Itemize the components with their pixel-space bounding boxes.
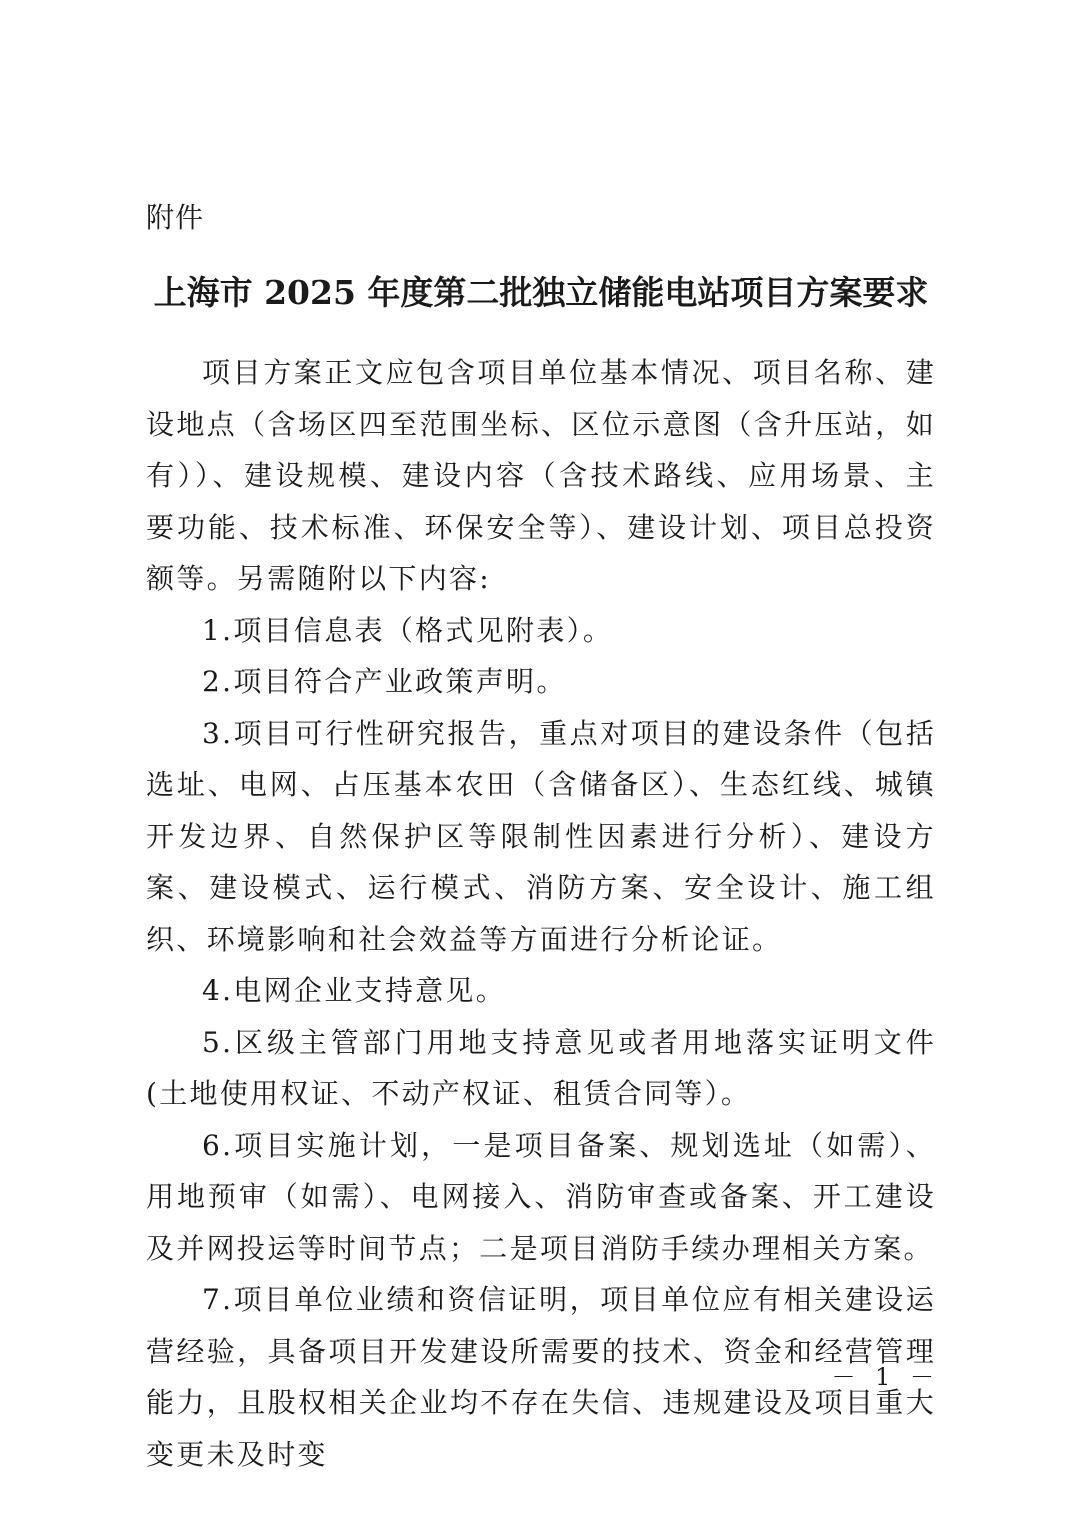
attachment-label: 附件 [146,201,205,234]
list-item: 1.项目信息表（格式见附表）。 [202,613,614,647]
list-item: 7.项目单位业绩和资信证明，项目单位应有相关建设运营经验，具备项目开发建设所需要的技术、资金和经营管理能力，且股权相关企业均不存在失信、违规建设及项目重大变更未及时变 [146,1283,936,1471]
list-item: 4.电网企业支持意见。 [202,974,507,1007]
list-item: 5.区级主管部门用地支持意见或者用地落实证明文件(土地使用权证、不动产权证、租赁合同等）。 [146,1025,936,1110]
intro-paragraph: 项目方案正文应包含项目单位基本情况、项目名称、建设地点（含场区四至范围坐标、区位示意图（含升压站，如有））、建设规模、建设内容（含技术路线、应用场景、主要功能、技术标准、环保安全等）、建设计划、项目总投资额等。另需随附以下内容: [146,356,936,595]
list-item: 6.项目实施计划，一是项目备案、规划选址（如需）、用地预审（如需）、电网接入、消防审查或备案、开工建设及并网投运等时间节点；二是项目消防手续办理相关方案。 [146,1128,936,1265]
page-number: － 1 － [831,1363,940,1391]
list-item: 2.项目符合产业政策声明。 [202,665,567,698]
document-title: 上海市 2025 年度第二批独立储能电站项目方案要求 [153,273,929,312]
list-item: 3.项目可行性研究报告，重点对项目的建设条件（包括选址、电网、占压基本农田（含储备区）、生态红线、城镇开发边界、自然保护区等限制性因素进行分析）、建设方案、建设模式、运行模式、消防方案、安全设计、施工组织、环境影响和社会效益等方面进行分析论证。 [146,716,936,956]
document-body [146,347,936,1480]
